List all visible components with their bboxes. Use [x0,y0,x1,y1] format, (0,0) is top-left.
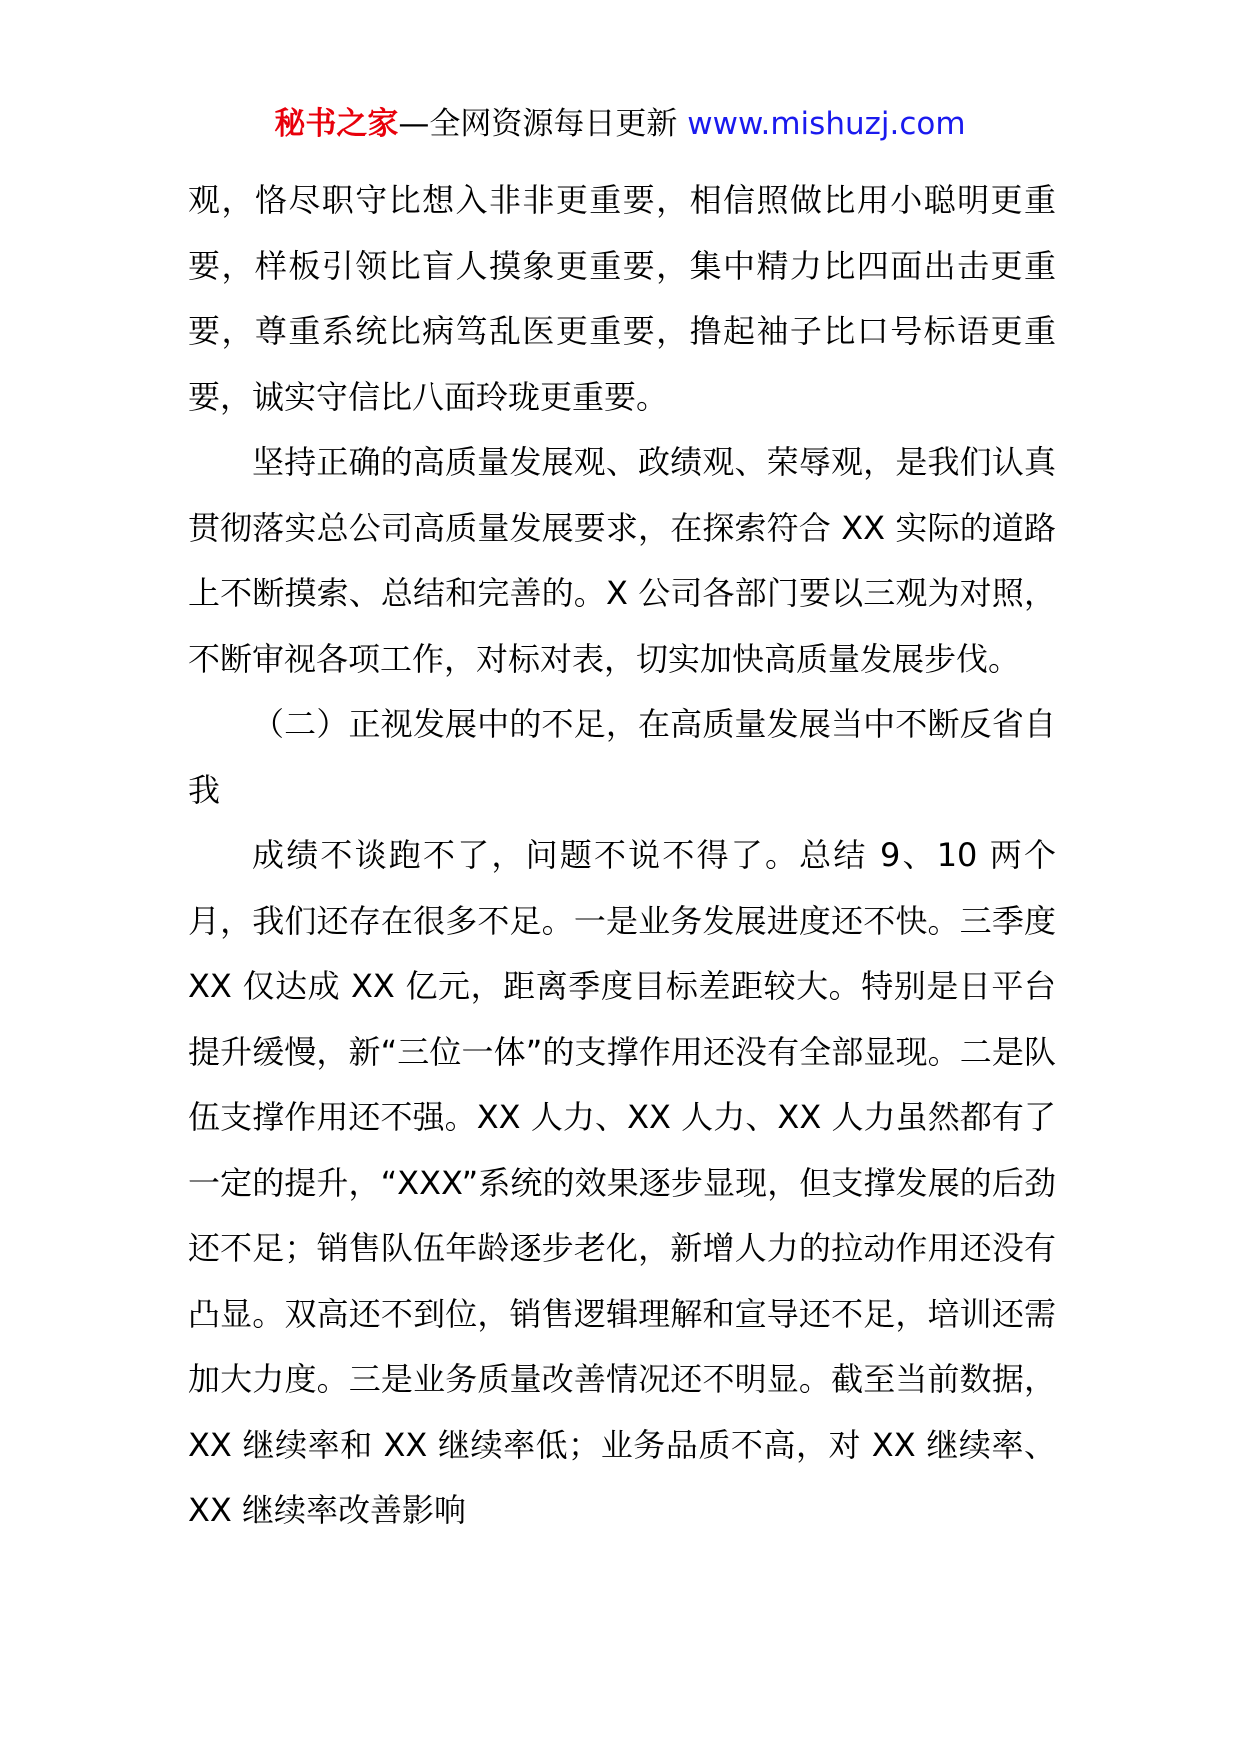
paragraph-continuation: 观，恪尽职守比想入非非更重要，相信照做比用小聪明更重要，样板引领比盲人摸象更重要，集中精力比四面出击更重要，尊重系统比病笃乱医更重要，撸起袖子比口号标语更重要，诚实守信比八面玲珑更重要。 [188,181,1056,416]
document-body [188,168,1056,1544]
header-tagline: —全网资源每日更新 [398,106,688,142]
header-brand: 秘书之家 [274,106,399,142]
paragraph: 坚持正确的高质量发展观、政绩观、荣辱观，是我们认真贯彻落实总公司高质量发展要求，在探索符合 XX 实际的道路上不断摸索、总结和完善的。X 公司各部门要以三观为对照，不断审视各项工作，对标对表，切实加快高质量发展步伐。 [188,443,1056,678]
section-heading: （二）正视发展中的不足，在高质量发展当中不断反省自我 [188,705,1056,809]
paragraph: 成绩不谈跑不了，问题不说不得了。总结 9、10 两个月，我们还存在很多不足。一是业务发展进度还不快。三季度 XX 仅达成 XX 亿元，距离季度目标差距较大。特别是日平台提升缓慢，新“三位一体”的支撑作用还没有全部显现。二是队伍支撑作用还不强。XX 人力、XX 人力、XX 人力虽然都有了一定的提升，“XXX”系统的效果逐步显现，但支撑发展的后劲还不足；销售队伍年龄逐步老化，新增人力的拉动作用还没有凸显。双高还不到位，销售逻辑理解和宣导还不足，培训还需加大力度。三是业务质量改善情况还不明显。截至当前数据，XX 继续率和 XX 继续率低；业务品质不高，对 XX 继续率、XX 继续率改善影响 [188,836,1056,1529]
page-header [0,104,1240,144]
header-url-link[interactable]: www.mishuzj.com [687,106,966,142]
